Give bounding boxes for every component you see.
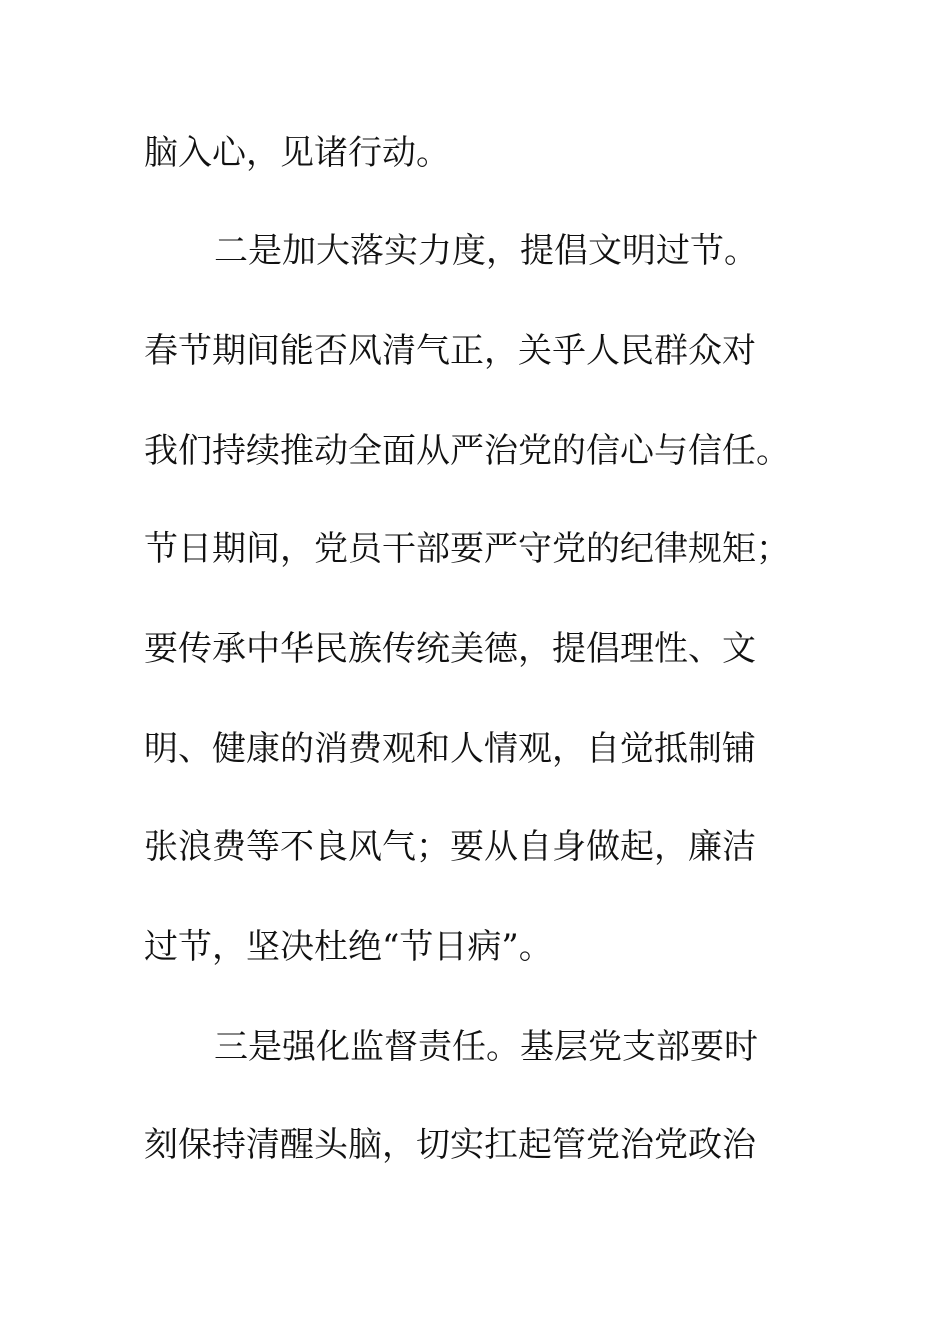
paragraph-line-5: 节日期间，党员干部要严守党的纪律规矩； bbox=[144, 529, 790, 569]
paragraph-line-11: 刻保持清醒头脑，切实扛起管党治党政治 bbox=[144, 1125, 756, 1165]
paragraph-line-10: 三是强化监督责任。基层党支部要时 bbox=[214, 1027, 758, 1067]
paragraph-line-8: 张浪费等不良风气；要从自身做起，廉洁 bbox=[144, 827, 756, 867]
paragraph-line-3: 春节期间能否风清气正，关乎人民群众对 bbox=[144, 331, 756, 371]
paragraph-line-7: 明、健康的消费观和人情观，自觉抵制铺 bbox=[144, 729, 756, 769]
paragraph-line-2: 二是加大落实力度，提倡文明过节。 bbox=[214, 231, 758, 271]
paragraph-line-4: 我们持续推动全面从严治党的信心与信任。 bbox=[144, 431, 790, 471]
paragraph-line-6: 要传承中华民族传统美德，提倡理性、文 bbox=[144, 629, 756, 669]
paragraph-line-1: 脑入心，见诸行动。 bbox=[144, 133, 450, 173]
paragraph-line-9: 过节，坚决杜绝“节日病”。 bbox=[144, 927, 553, 967]
